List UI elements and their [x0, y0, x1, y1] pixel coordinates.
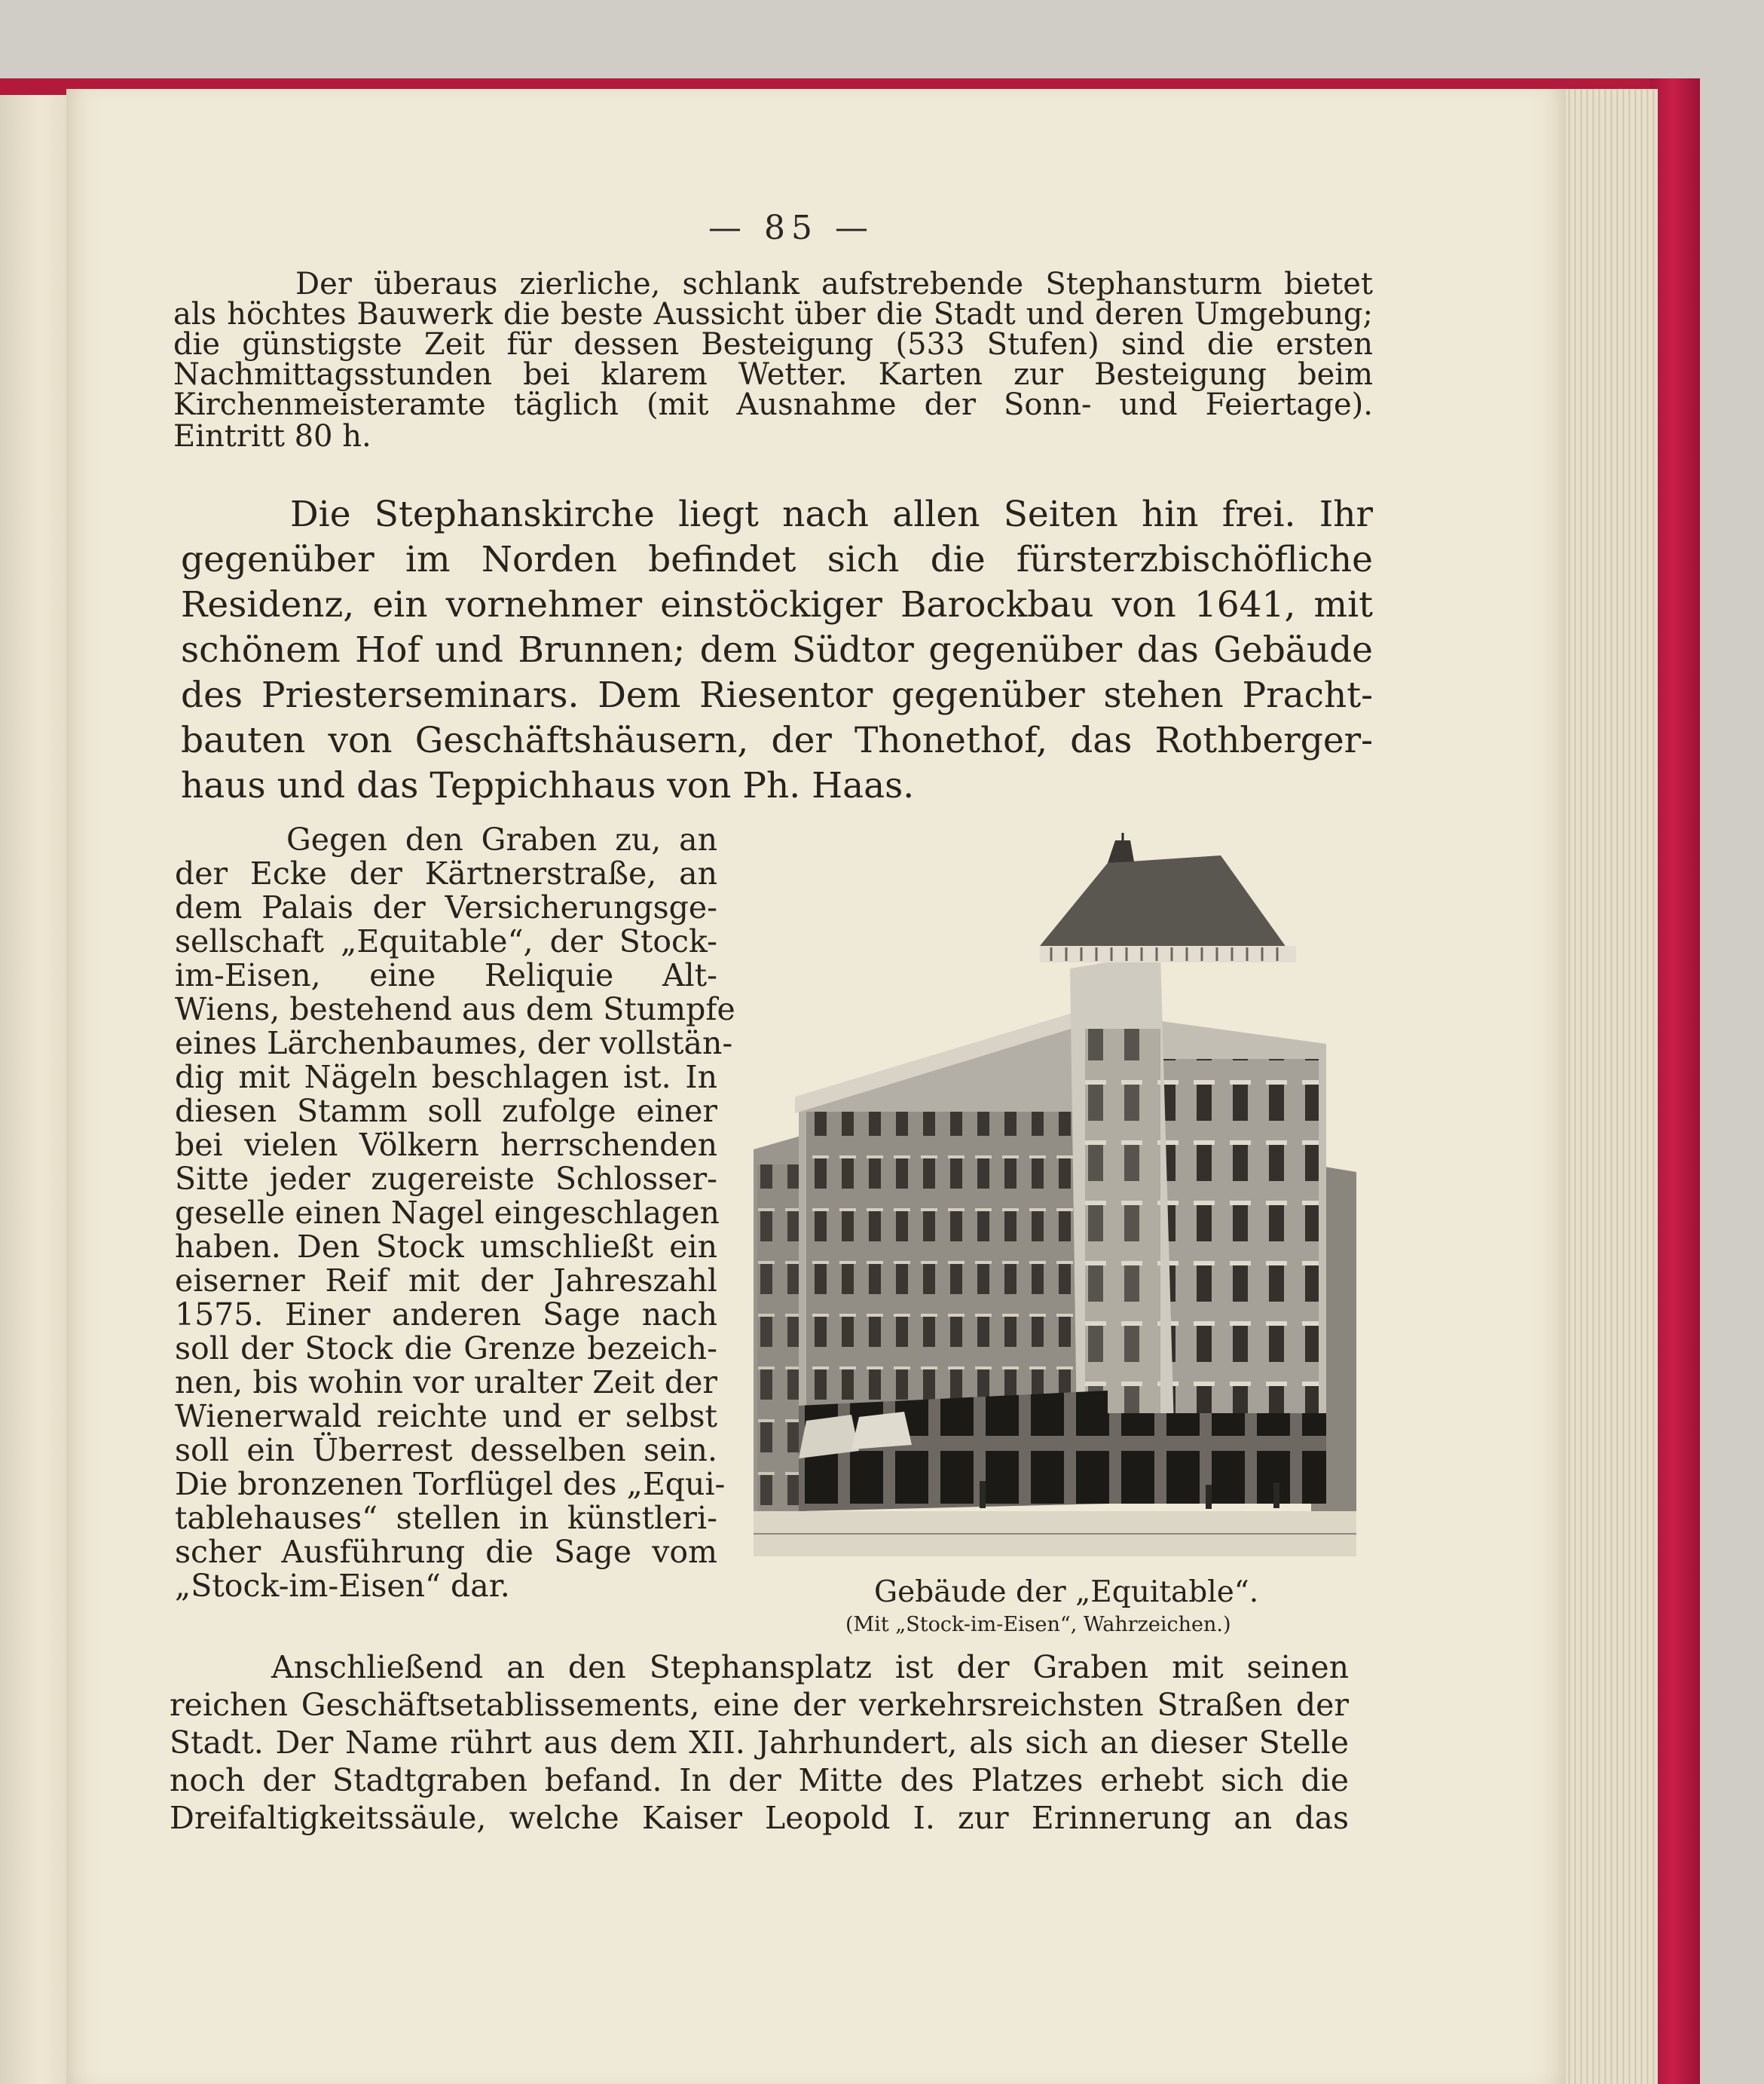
p3-line-5: im-Eisen, eine Reliquie Alt-	[175, 957, 717, 993]
equitable-building-illustration	[754, 833, 1356, 1556]
p1-line-4: Nachmittagsstunden bei klarem Wetter. Karten zur Besteigung beim	[173, 357, 1373, 392]
figure-caption: Gebäude der „Equitable“.	[874, 1575, 1259, 1609]
figure-subcaption: (Mit „Stock-im-Eisen“, Wahrzeichen.)	[845, 1613, 1231, 1636]
p4-line-5: Dreifaltigkeitssäule, welche Kaiser Leopold I. zur Erinnerung an das	[170, 1800, 1349, 1836]
p3-line-12: geselle einen Nagel eingeschlagen	[175, 1195, 720, 1231]
p3-line-22: scher Ausführung die Sage vom	[175, 1534, 717, 1570]
p2-line-2: gegenüber im Norden befindet sich die fürsterzbischöfliche	[181, 539, 1373, 580]
p1-line-2: als höchtes Bauwerk die beste Aussicht über die Stadt und deren Umgebung;	[173, 297, 1373, 332]
p1-line-5: Kirchenmeisteramte täglich (mit Ausnahme der Sonn- und Feiertage).	[173, 387, 1373, 422]
p3-line-20: Die bronzenen Torflügel des „Equi-	[175, 1466, 726, 1502]
p3-line-14: eiserner Reif mit der Jahreszahl	[175, 1262, 717, 1299]
p3-line-23: „Stock-im-Eisen“ dar.	[175, 1568, 510, 1604]
p3-line-3: dem Palais der Versicherungsge-	[175, 889, 717, 926]
p2-line-1: Die Stephanskirche liegt nach allen Seiten hin frei. Ihr	[290, 494, 1373, 535]
p3-line-2: der Ecke der Kärtnerstraße, an	[175, 855, 717, 892]
p3-line-11: Sitte jeder zugereiste Schlosser-	[175, 1161, 717, 1197]
p4-line-1: Anschließend an den Stephansplatz ist der Graben mit seinen	[271, 1649, 1349, 1685]
p2-line-6: bauten von Geschäftshäusern, der Thonethof, das Rothberger-	[181, 720, 1373, 761]
p4-line-2: reichen Geschäftsetablissements, eine der verkehrsreichsten Straßen der	[170, 1687, 1349, 1723]
p3-line-17: nen, bis wohin vor uralter Zeit der	[175, 1364, 717, 1400]
p2-line-7: haus und das Teppichhaus von Ph. Haas.	[181, 765, 915, 806]
page-number: — 85 —	[708, 209, 874, 247]
p3-line-13: haben. Den Stock umschließt ein	[175, 1229, 717, 1265]
p3-line-10: bei vielen Völkern herrschenden	[175, 1127, 717, 1163]
left-page-edge	[0, 89, 69, 2084]
p3-line-19: soll ein Überrest desselben sein.	[175, 1432, 717, 1468]
p1-line-1: Der überaus zierliche, schlank aufstrebende Stephansturm bietet	[295, 267, 1373, 301]
p3-line-4: sellschaft „Equitable“, der Stock-	[175, 923, 717, 959]
p3-line-8: dig mit Nägeln beschlagen ist. In	[175, 1059, 717, 1095]
p2-line-5: des Priesterseminars. Dem Riesentor gegenüber stehen Pracht-	[181, 675, 1373, 716]
p3-line-7: eines Lärchenbaumes, der vollstän-	[175, 1025, 733, 1061]
p3-line-18: Wienerwald reichte und er selbst	[175, 1398, 717, 1434]
p4-line-4: noch der Stadtgraben befand. In der Mitte des Platzes erhebt sich die	[170, 1762, 1349, 1798]
p2-line-4: schönem Hof und Brunnen; dem Südtor gegenüber das Gebäude	[181, 629, 1373, 671]
p2-line-3: Residenz, ein vornehmer einstöckiger Barockbau von 1641, mit	[181, 584, 1373, 626]
p3-line-16: soll der Stock die Grenze bezeich-	[175, 1330, 717, 1366]
p3-line-15: 1575. Einer anderen Sage nach	[175, 1296, 717, 1333]
p3-line-1: Gegen den Graben zu, an	[286, 822, 717, 858]
p3-line-9: diesen Stamm soll zufolge einer	[175, 1093, 717, 1129]
p1-line-6: Eintritt 80 h.	[173, 419, 371, 454]
p3-line-6: Wiens, bestehend aus dem Stumpfe	[175, 991, 735, 1027]
p4-line-3: Stadt. Der Name rührt aus dem XII. Jahrhundert, als sich an dieser Stelle	[170, 1724, 1349, 1761]
p1-line-3: die günstigste Zeit für dessen Besteigung (533 Stufen) sind die ersten	[173, 327, 1373, 362]
p3-line-21: tablehauses“ stellen in künstleri-	[175, 1500, 717, 1536]
page-stack-edge	[1552, 89, 1658, 2084]
